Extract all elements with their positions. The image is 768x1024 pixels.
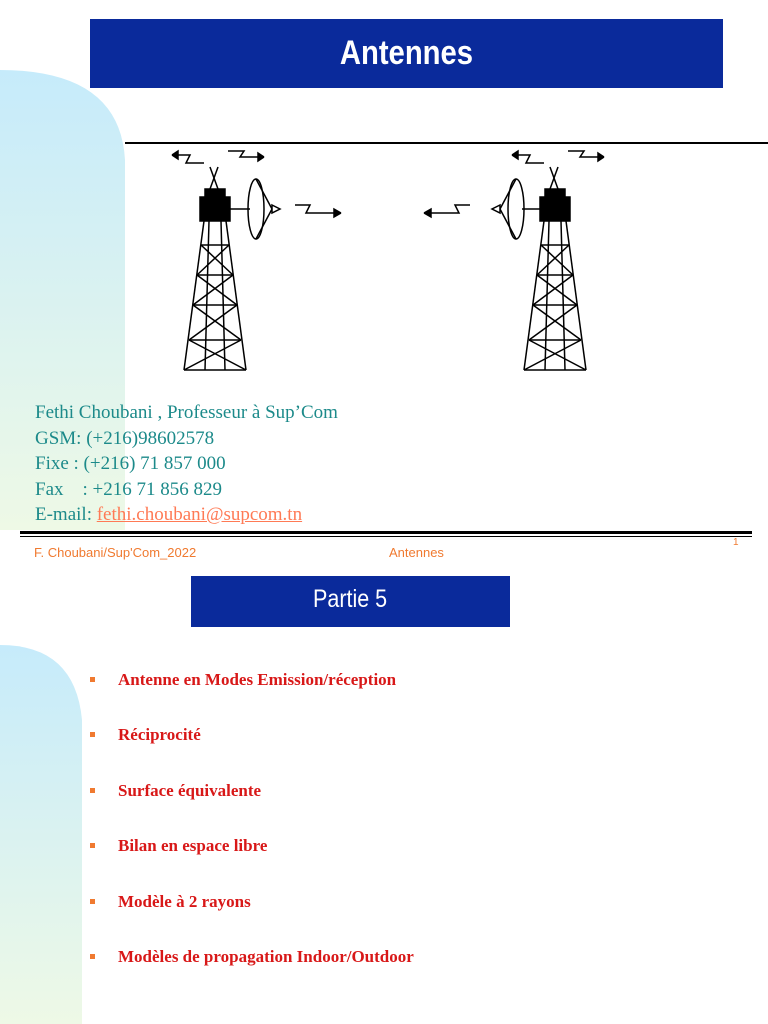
right-tower-icon <box>424 151 604 370</box>
bullet-marker-icon <box>90 843 95 848</box>
page-number: 1 <box>733 537 739 548</box>
list-item: Bilan en espace libre <box>88 836 414 891</box>
bottom-divider-thick <box>20 531 752 534</box>
bullet-marker-icon <box>90 899 95 904</box>
email-label: E-mail: <box>35 504 97 525</box>
fax-line: Fax : +216 71 856 829 <box>35 478 222 500</box>
bullet-marker-icon <box>90 677 95 682</box>
email-line <box>35 502 338 528</box>
topic-list <box>88 670 414 1002</box>
slide-title: Antennes <box>90 19 723 88</box>
author-line: Fethi Choubani , Professeur à Sup’Com <box>35 402 338 423</box>
bullet-marker-icon <box>90 788 95 793</box>
section-title: Partie 5 <box>191 576 510 627</box>
list-item: Surface équivalente <box>88 781 414 836</box>
list-item: Modèle à 2 rayons <box>88 892 414 947</box>
top-divider <box>125 142 768 144</box>
contact-block <box>35 400 338 528</box>
left-tower-icon <box>172 151 341 370</box>
list-item: Réciprocité <box>88 725 414 780</box>
footer-author: F. Choubani/Sup'Com_2022 <box>34 545 197 560</box>
list-item: Modèles de propagation Indoor/Outdoor <box>88 947 414 1002</box>
gsm-line: GSM: (+216)98602578 <box>35 427 215 449</box>
bullet-marker-icon <box>90 954 95 959</box>
list-item: Antenne en Modes Emission/réception <box>88 670 414 725</box>
bullet-marker-icon <box>90 732 95 737</box>
fixe-line: Fixe : (+216) 71 857 000 <box>35 453 226 474</box>
antenna-towers-illustration <box>160 145 610 380</box>
email-link[interactable]: fethi.choubani@supcom.tn <box>96 504 303 525</box>
footer-topic: Antennes <box>389 545 444 560</box>
bottom-divider-thin <box>20 536 752 537</box>
